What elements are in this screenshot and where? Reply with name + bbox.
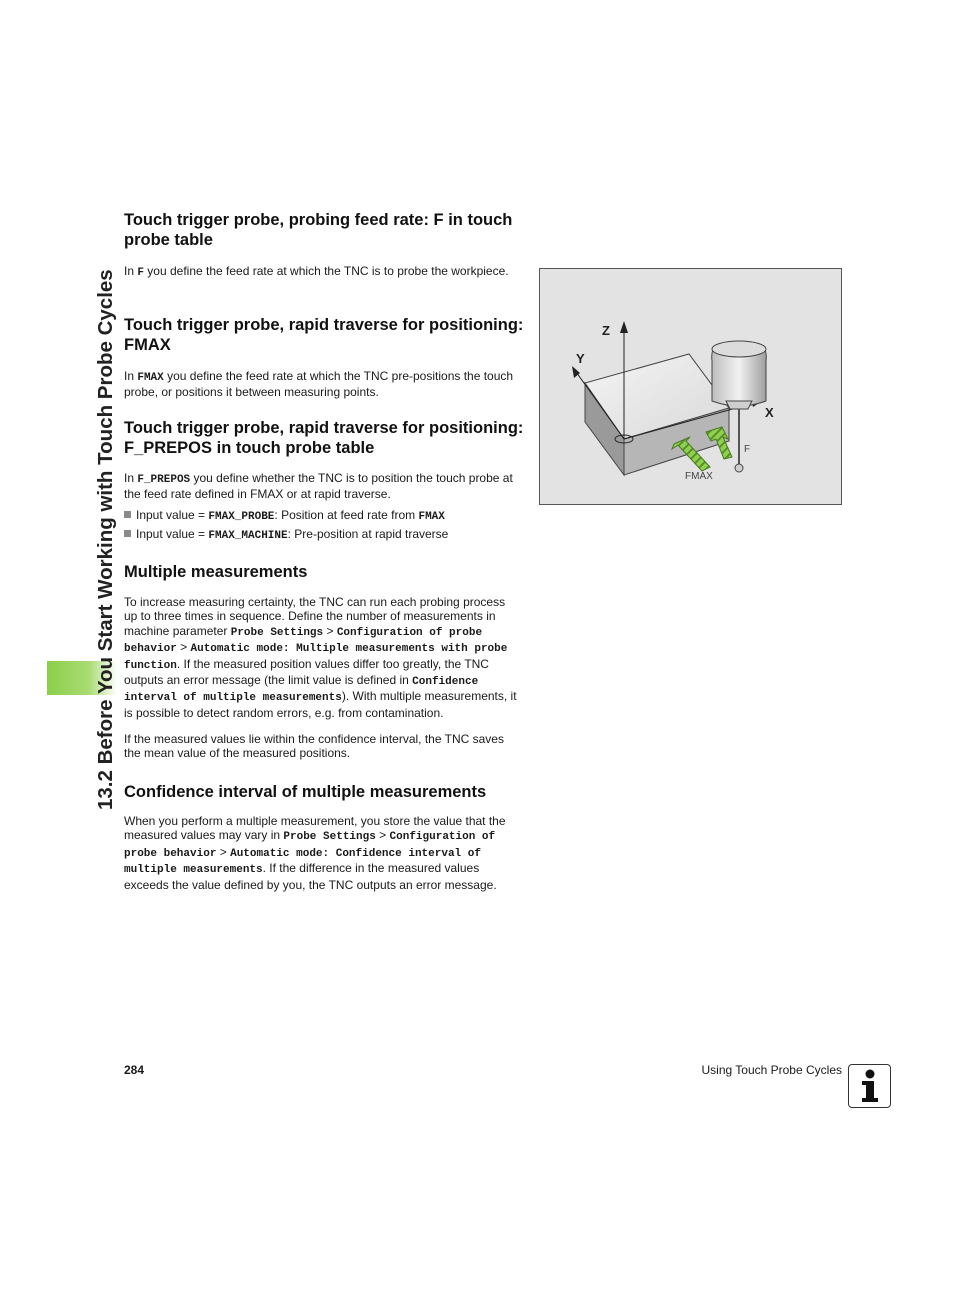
probe-top <box>712 341 766 357</box>
list-item-fmax-machine: Input value = FMAX_MACHINE: Pre-position at rapid traverse <box>124 527 448 543</box>
heading-confidence-interval: Confidence interval of multiple measurements <box>124 783 487 801</box>
paragraph-multiple-2: If the measured values lie within the confidence interval, the TNC saves the mean value of the measured positions. <box>124 732 504 761</box>
heading-multiple-measurements: Multiple measurements <box>124 563 308 581</box>
page-number: 284 <box>124 1063 145 1077</box>
bullet-square-icon <box>124 530 131 537</box>
touch-probe-diagram <box>540 269 843 506</box>
heading-fmax: Touch trigger probe, rapid traverse for positioning: FMAX <box>124 316 524 354</box>
code-f: F <box>137 267 144 279</box>
paragraph-confidence: When you perform a multiple measurement, you store the value that the measured values may vary in Probe Settings > Configuration of probe behavior > Automatic mode: Confidence interval of multiple measurements. If the difference in the measured values exceeds the value defined by you, the TNC outputs an error message. <box>124 814 506 892</box>
z-axis-arrowhead <box>620 321 628 333</box>
paragraph-f-prepos: In F_PREPOS you define whether the TNC is to position the touch probe at the feed rate defined in FMAX or at rapid traverse. <box>124 471 513 502</box>
code-fmax: FMAX <box>137 372 164 384</box>
probe-tip <box>735 464 743 472</box>
label-f: F <box>744 444 751 455</box>
bullet-square-icon <box>124 511 131 518</box>
touch-probe-figure <box>539 268 842 505</box>
info-icon <box>848 1064 891 1108</box>
label-x: X <box>765 405 774 420</box>
label-fmax: FMAX <box>685 471 713 482</box>
label-y: Y <box>576 351 585 366</box>
paragraph-fmax: In FMAX you define the feed rate at which the TNC pre-positions the touch probe, or positions it between measuring points. <box>124 369 514 400</box>
footer-chapter-title: Using Touch Probe Cycles <box>701 1063 842 1077</box>
paragraph-multiple-1: To increase measuring certainty, the TNC can run each probing process up to three times in sequence. Define the number of measurements in machine parameter Probe Settings > Configuration of probe behavior > Automatic mode: Multiple measurements with probe function. If the measured position values differ too greatly, the TNC outputs an error message (the limit value is defined in Confidence interval of multiple measurements). With multiple measurements, it is possible to detect random errors, e.g. from contamination. <box>124 595 517 720</box>
list-item-fmax-probe: Input value = FMAX_PROBE: Position at feed rate from FMAX <box>124 508 445 524</box>
heading-f-prepos: Touch trigger probe, rapid traverse for positioning: F_PREPOS in touch probe table <box>124 419 524 457</box>
heading-feed-rate: Touch trigger probe, probing feed rate: F in touch probe table <box>124 211 513 249</box>
probe-shank <box>726 401 752 409</box>
paragraph-feed-rate: In F you define the feed rate at which the TNC is to probe the workpiece. <box>124 264 509 279</box>
label-z: Z <box>602 323 610 338</box>
chapter-section-title: 13.2 Before You Start Working with Touch Probe Cycles <box>94 269 117 810</box>
code-f-prepos: F_PREPOS <box>137 474 191 486</box>
